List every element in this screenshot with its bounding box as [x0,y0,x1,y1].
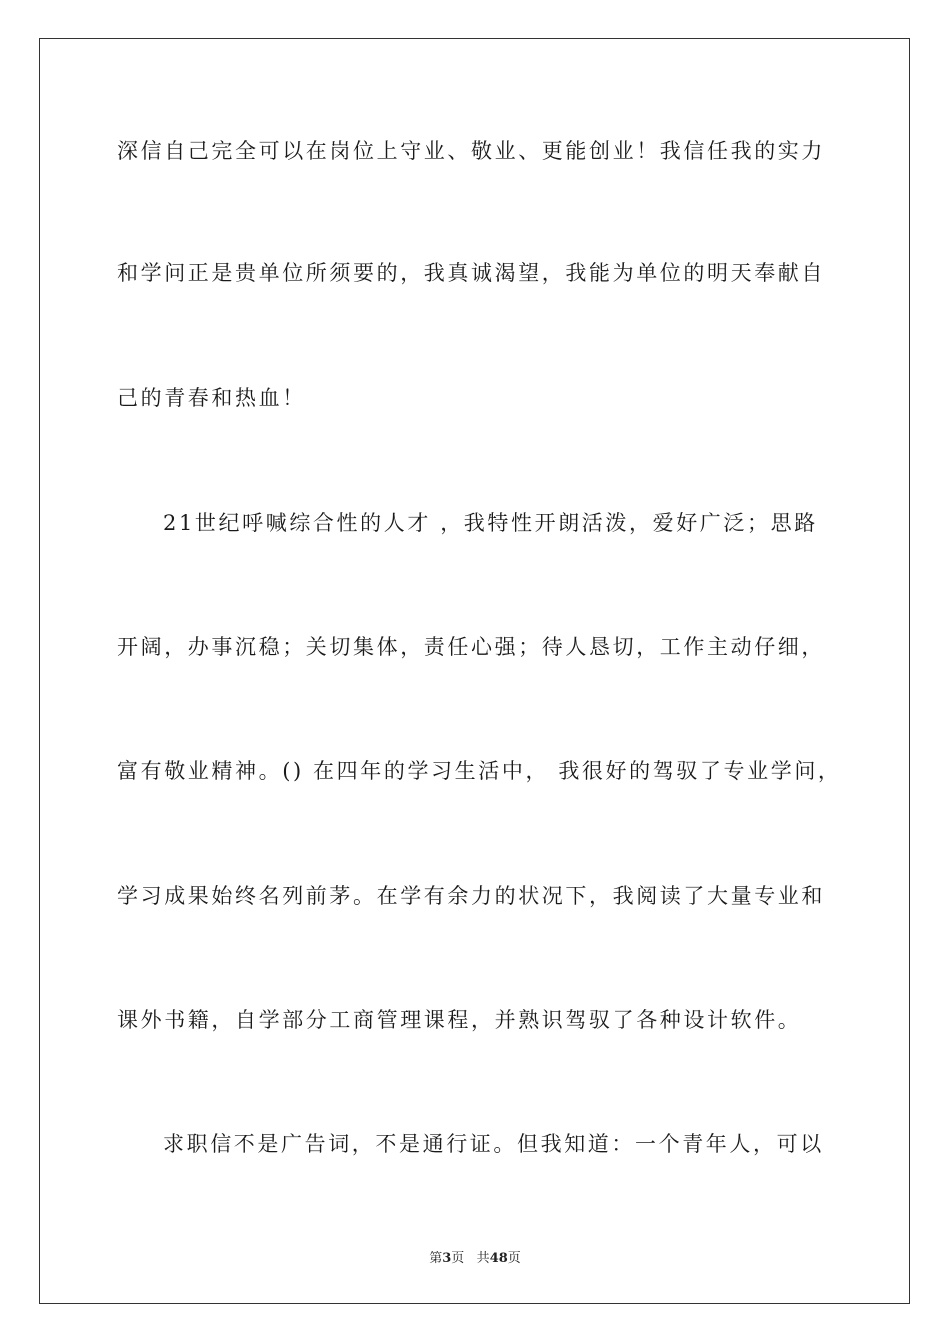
paragraph-line-2: 和学问正是贵单位所须要的，我真诚渴望，我能为单位的明天奉献自 [117,261,825,285]
paragraph-line-6: 富有敬业精神。() 在四年的学习生活中， 我很好的驾驭了专业学问， [117,759,842,783]
page-footer [0,1247,950,1266]
paragraph-line-3: 己的青春和热血！ [117,386,306,410]
footer-total-pages: 48 [489,1251,508,1266]
paragraph-line-9: 求职信不是广告词，不是通行证。但我知道：一个青年人，可以 [163,1132,824,1156]
footer-page-number: 3 [442,1251,452,1266]
footer-page-suffix: 页 [451,1251,465,1266]
paragraph-line-7: 学习成果始终名列前茅。在学有余力的状况下，我阅读了大量专业和 [117,884,825,908]
footer-total-suffix: 页 [507,1251,521,1266]
page-border [39,38,910,1304]
footer-total-prefix: 共 [476,1251,490,1266]
footer-page-prefix: 第 [429,1251,443,1266]
paragraph-line-5: 开阔，办事沉稳；关切集体，责任心强；待人恳切，工作主动仔细， [117,635,825,659]
paragraph-line-1: 深信自己完全可以在岗位上守业、敬业、更能创业！我信任我的实力 [117,139,825,163]
paragraph-line-4: 21世纪呼喊综合性的人才 ，我特性开朗活泼，爱好广泛；思路 [163,511,818,535]
paragraph-line-8: 课外书籍，自学部分工商管理课程，并熟识驾驭了各种设计软件。 [117,1008,802,1032]
